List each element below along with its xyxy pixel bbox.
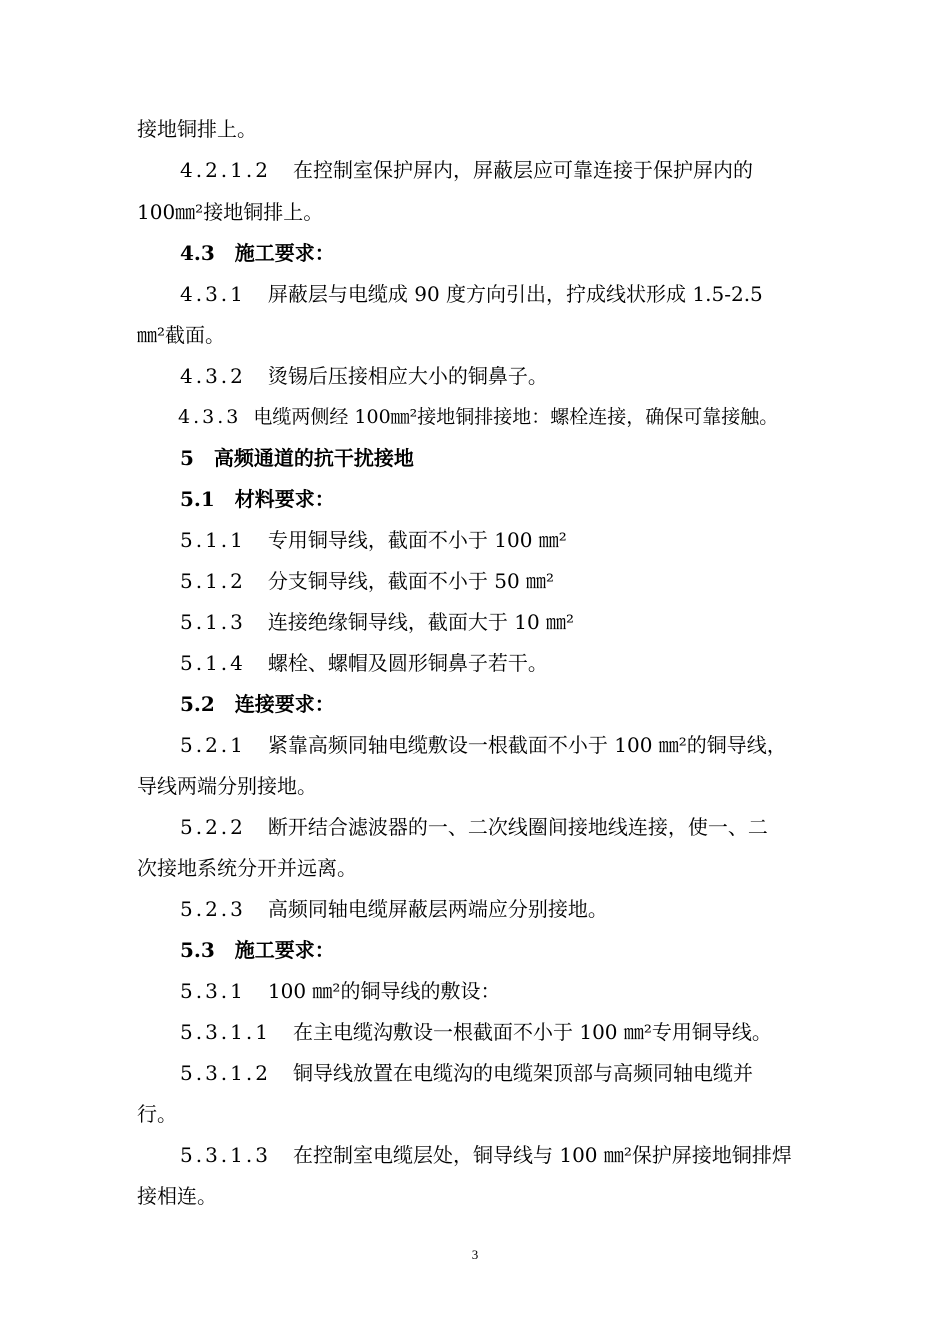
paragraph-text: 接相连。 — [137, 1184, 217, 1208]
text-line — [180, 527, 567, 553]
paragraph-text: 高频同轴电缆屏蔽层两端应分别接地。 — [267, 897, 608, 921]
text-line — [180, 650, 548, 676]
paragraph-text: 100 ㎜²的铜导线的敷设： — [267, 979, 501, 1003]
clause-number: 4.2.1.2 — [180, 158, 271, 182]
text-line — [180, 157, 753, 183]
text-line — [180, 609, 574, 635]
paragraph-text: 在主电缆沟敷设一根截面不小于 100 ㎜²专用铜导线。 — [292, 1020, 772, 1044]
clause-number: 5.2.2 — [180, 815, 246, 839]
clause-number: 5.2.1 — [180, 733, 246, 757]
paragraph-text: 导线两端分别接地。 — [137, 774, 317, 798]
paragraph-text: 在控制室电缆层处，铜导线与 100 ㎜²保护屏接地铜排焊 — [292, 1143, 792, 1167]
page-number: 3 — [471, 1247, 479, 1262]
clause-number: 4.3.3 — [178, 406, 242, 428]
clause-number: 5.3.1.2 — [180, 1061, 271, 1085]
paragraph-text: 连接绝缘铜导线，截面大于 10 ㎜² — [267, 610, 575, 634]
paragraph-text: 断开结合滤波器的一、二次线圈间接地线连接，使一、二 — [267, 815, 768, 839]
paragraph-text: 铜导线放置在电缆沟的电缆架顶部与高频同轴电缆并 — [292, 1061, 753, 1085]
section-heading: 5.3 施工要求： — [180, 938, 335, 962]
paragraph-text: 100㎜²接地铜排上。 — [137, 200, 324, 224]
paragraph-text: 屏蔽层与电缆成 90 度方向引出，拧成线状形成 1.5-2.5 — [267, 282, 763, 306]
paragraph-text: 次接地系统分开并远离。 — [137, 856, 357, 880]
clause-number: 4.3.2 — [180, 364, 246, 388]
paragraph-text: 螺栓、螺帽及圆形铜鼻子若干。 — [267, 651, 548, 675]
text-line — [180, 568, 554, 594]
text-line — [137, 1183, 217, 1209]
text-line — [180, 1019, 772, 1045]
text-line — [137, 116, 257, 142]
clause-number: 5.3.1.3 — [180, 1143, 271, 1167]
clause-number: 5.2.3 — [180, 897, 246, 921]
paragraph-text: 接地铜排上。 — [137, 117, 257, 141]
chapter-heading: 5 高频通道的抗干扰接地 — [180, 446, 414, 470]
clause-number: 5.1.4 — [180, 651, 246, 675]
text-line — [137, 773, 317, 799]
text-line — [180, 1142, 792, 1168]
text-line — [180, 1060, 753, 1086]
paragraph-text: ㎜²截面。 — [137, 323, 226, 347]
paragraph-text: 专用铜导线，截面不小于 100 ㎜² — [267, 528, 567, 552]
paragraph-text: 电缆两侧经 100㎜²接地铜排接地：螺栓连接，确保可靠接触。 — [253, 406, 779, 428]
text-line — [137, 322, 225, 348]
text-line — [180, 896, 608, 922]
paragraph-text: 分支铜导线，截面不小于 50 ㎜² — [267, 569, 555, 593]
paragraph-text: 烫锡后压接相应大小的铜鼻子。 — [267, 364, 548, 388]
clause-number: 5.1.2 — [180, 569, 246, 593]
section-heading: 5.2 连接要求： — [180, 692, 335, 716]
paragraph-text: 紧靠高频同轴电缆敷设一根截面不小于 100 ㎜²的铜导线， — [267, 733, 787, 757]
text-line — [137, 855, 357, 881]
paragraph-text: 在控制室保护屏内，屏蔽层应可靠连接于保护屏内的 — [292, 158, 753, 182]
text-line — [178, 404, 778, 430]
text-line — [180, 732, 787, 758]
section-heading: 5.1 材料要求： — [180, 487, 335, 511]
text-line — [180, 363, 548, 389]
section-heading: 4.3 施工要求： — [180, 241, 335, 265]
text-line — [180, 814, 768, 840]
clause-number: 5.3.1.1 — [180, 1020, 271, 1044]
text-line — [180, 978, 500, 1004]
text-line — [180, 281, 763, 307]
text-line — [137, 199, 323, 225]
text-line — [137, 1101, 177, 1127]
clause-number: 4.3.1 — [180, 282, 246, 306]
clause-number: 5.1.1 — [180, 528, 246, 552]
clause-number: 5.1.3 — [180, 610, 246, 634]
clause-number: 5.3.1 — [180, 979, 246, 1003]
paragraph-text: 行。 — [137, 1102, 177, 1126]
